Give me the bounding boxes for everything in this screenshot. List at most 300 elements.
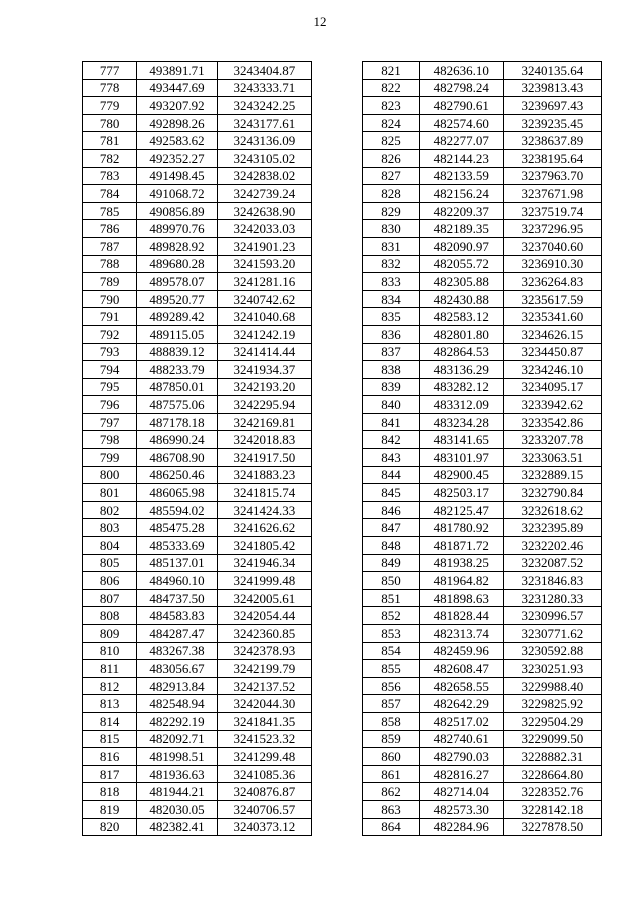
point-number-cell: 799	[83, 449, 137, 467]
y-coordinate-cell: 3243404.87	[217, 62, 311, 80]
point-number-cell: 849	[363, 554, 420, 572]
table-row	[363, 572, 602, 590]
x-coordinate-cell: 489578.07	[137, 273, 217, 291]
point-number-cell: 845	[363, 484, 420, 502]
x-coordinate-cell: 483141.65	[419, 431, 503, 449]
y-coordinate-cell: 3241281.16	[217, 273, 311, 291]
y-coordinate-cell: 3232087.52	[503, 554, 601, 572]
x-coordinate-cell: 485475.28	[137, 519, 217, 537]
y-coordinate-cell: 3236264.83	[503, 273, 601, 291]
point-number-cell: 788	[83, 255, 137, 273]
x-coordinate-cell: 486708.90	[137, 449, 217, 467]
point-number-cell: 804	[83, 537, 137, 555]
point-number-cell: 827	[363, 167, 420, 185]
point-number-cell: 798	[83, 431, 137, 449]
x-coordinate-cell: 482864.53	[419, 343, 503, 361]
x-coordinate-cell: 484737.50	[137, 589, 217, 607]
x-coordinate-cell: 487575.06	[137, 396, 217, 414]
y-coordinate-cell: 3228882.31	[503, 748, 601, 766]
table-row	[363, 695, 602, 713]
table-row	[83, 765, 312, 783]
x-coordinate-cell: 482642.29	[419, 695, 503, 713]
table-row	[83, 625, 312, 643]
point-number-cell: 820	[83, 818, 137, 836]
table-row	[83, 449, 312, 467]
y-coordinate-cell: 3241593.20	[217, 255, 311, 273]
y-coordinate-cell: 3240135.64	[503, 62, 601, 80]
x-coordinate-cell: 483101.97	[419, 449, 503, 467]
point-number-cell: 821	[363, 62, 420, 80]
y-coordinate-cell: 3242199.79	[217, 660, 311, 678]
point-number-cell: 825	[363, 132, 420, 150]
y-coordinate-cell: 3232889.15	[503, 466, 601, 484]
table-row	[83, 413, 312, 431]
table-row	[363, 343, 602, 361]
y-coordinate-cell: 3243136.09	[217, 132, 311, 150]
table-row	[363, 730, 602, 748]
point-number-cell: 793	[83, 343, 137, 361]
table-row	[363, 62, 602, 80]
point-number-cell: 848	[363, 537, 420, 555]
x-coordinate-cell: 490856.89	[137, 202, 217, 220]
y-coordinate-cell: 3229504.29	[503, 712, 601, 730]
x-coordinate-cell: 493891.71	[137, 62, 217, 80]
x-coordinate-cell: 482284.96	[419, 818, 503, 836]
y-coordinate-cell: 3232790.84	[503, 484, 601, 502]
y-coordinate-cell: 3235617.59	[503, 290, 601, 308]
y-coordinate-cell: 3238637.89	[503, 132, 601, 150]
x-coordinate-cell: 482913.84	[137, 677, 217, 695]
table-row	[83, 783, 312, 801]
y-coordinate-cell: 3242739.24	[217, 185, 311, 203]
y-coordinate-cell: 3241805.42	[217, 537, 311, 555]
table-row	[83, 79, 312, 97]
y-coordinate-cell: 3242169.81	[217, 413, 311, 431]
table-row	[83, 308, 312, 326]
point-number-cell: 813	[83, 695, 137, 713]
page-number: 12	[313, 14, 327, 29]
point-number-cell: 812	[83, 677, 137, 695]
table-row	[83, 554, 312, 572]
table-row	[363, 114, 602, 132]
y-coordinate-cell: 3237519.74	[503, 202, 601, 220]
y-coordinate-cell: 3233063.51	[503, 449, 601, 467]
x-coordinate-cell: 482459.96	[419, 642, 503, 660]
point-number-cell: 841	[363, 413, 420, 431]
table-row	[83, 800, 312, 818]
y-coordinate-cell: 3241999.48	[217, 572, 311, 590]
x-coordinate-cell: 489115.05	[137, 325, 217, 343]
y-coordinate-cell: 3241946.34	[217, 554, 311, 572]
x-coordinate-cell: 482305.88	[419, 273, 503, 291]
table-row	[363, 625, 602, 643]
x-coordinate-cell: 481871.72	[419, 537, 503, 555]
y-coordinate-cell: 3239235.45	[503, 114, 601, 132]
x-coordinate-cell: 482209.37	[419, 202, 503, 220]
y-coordinate-cell: 3232618.62	[503, 501, 601, 519]
y-coordinate-cell: 3237040.60	[503, 237, 601, 255]
x-coordinate-cell: 481964.82	[419, 572, 503, 590]
point-number-cell: 847	[363, 519, 420, 537]
y-coordinate-cell: 3240706.57	[217, 800, 311, 818]
x-coordinate-cell: 484287.47	[137, 625, 217, 643]
y-coordinate-cell: 3232395.89	[503, 519, 601, 537]
table-row	[363, 607, 602, 625]
y-coordinate-cell: 3241040.68	[217, 308, 311, 326]
x-coordinate-cell: 482790.61	[419, 97, 503, 115]
point-number-cell: 816	[83, 748, 137, 766]
table-row	[363, 290, 602, 308]
table-row	[363, 501, 602, 519]
point-number-cell: 836	[363, 325, 420, 343]
x-coordinate-cell: 481998.51	[137, 748, 217, 766]
point-number-cell: 807	[83, 589, 137, 607]
point-number-cell: 815	[83, 730, 137, 748]
y-coordinate-cell: 3228664.80	[503, 765, 601, 783]
point-number-cell: 855	[363, 660, 420, 678]
y-coordinate-cell: 3243242.25	[217, 97, 311, 115]
x-coordinate-cell: 483056.67	[137, 660, 217, 678]
coordinates-table-right	[362, 61, 602, 836]
table-row	[83, 695, 312, 713]
table-row	[363, 202, 602, 220]
y-coordinate-cell: 3233207.78	[503, 431, 601, 449]
table-row	[363, 748, 602, 766]
point-number-cell: 830	[363, 220, 420, 238]
x-coordinate-cell: 482030.05	[137, 800, 217, 818]
table-row	[83, 484, 312, 502]
table-row	[83, 361, 312, 379]
y-coordinate-cell: 3228352.76	[503, 783, 601, 801]
point-number-cell: 782	[83, 149, 137, 167]
table-row	[363, 97, 602, 115]
y-coordinate-cell: 3242638.90	[217, 202, 311, 220]
x-coordinate-cell: 481944.21	[137, 783, 217, 801]
table-row	[83, 712, 312, 730]
x-coordinate-cell: 484960.10	[137, 572, 217, 590]
table-row	[83, 273, 312, 291]
x-coordinate-cell: 491498.45	[137, 167, 217, 185]
y-coordinate-cell: 3241085.36	[217, 765, 311, 783]
x-coordinate-cell: 482055.72	[419, 255, 503, 273]
x-coordinate-cell: 482125.47	[419, 501, 503, 519]
x-coordinate-cell: 485594.02	[137, 501, 217, 519]
point-number-cell: 780	[83, 114, 137, 132]
point-number-cell: 863	[363, 800, 420, 818]
y-coordinate-cell: 3241901.23	[217, 237, 311, 255]
x-coordinate-cell: 482574.60	[419, 114, 503, 132]
table-row	[83, 730, 312, 748]
point-number-cell: 846	[363, 501, 420, 519]
y-coordinate-cell: 3237671.98	[503, 185, 601, 203]
table-row	[83, 572, 312, 590]
y-coordinate-cell: 3241523.32	[217, 730, 311, 748]
point-number-cell: 844	[363, 466, 420, 484]
y-coordinate-cell: 3235341.60	[503, 308, 601, 326]
point-number-cell: 831	[363, 237, 420, 255]
table-row	[83, 62, 312, 80]
table-row	[363, 378, 602, 396]
table-row	[363, 519, 602, 537]
y-coordinate-cell: 3243333.71	[217, 79, 311, 97]
table-row	[83, 185, 312, 203]
point-number-cell: 826	[363, 149, 420, 167]
point-number-cell: 808	[83, 607, 137, 625]
point-number-cell: 802	[83, 501, 137, 519]
x-coordinate-cell: 482658.55	[419, 677, 503, 695]
y-coordinate-cell: 3233542.86	[503, 413, 601, 431]
y-coordinate-cell: 3228142.18	[503, 800, 601, 818]
point-number-cell: 781	[83, 132, 137, 150]
y-coordinate-cell: 3242295.94	[217, 396, 311, 414]
point-number-cell: 800	[83, 466, 137, 484]
point-number-cell: 789	[83, 273, 137, 291]
coordinates-table-left	[82, 61, 312, 836]
x-coordinate-cell: 481936.63	[137, 765, 217, 783]
table-row	[363, 642, 602, 660]
x-coordinate-cell: 481898.63	[419, 589, 503, 607]
x-coordinate-cell: 486250.46	[137, 466, 217, 484]
y-coordinate-cell: 3238195.64	[503, 149, 601, 167]
x-coordinate-cell: 489680.28	[137, 255, 217, 273]
y-coordinate-cell: 3242018.83	[217, 431, 311, 449]
point-number-cell: 811	[83, 660, 137, 678]
table-row	[363, 466, 602, 484]
point-number-cell: 857	[363, 695, 420, 713]
table-row	[363, 220, 602, 238]
table-row	[83, 97, 312, 115]
table-row	[363, 783, 602, 801]
x-coordinate-cell: 482900.45	[419, 466, 503, 484]
point-number-cell: 861	[363, 765, 420, 783]
x-coordinate-cell: 492352.27	[137, 149, 217, 167]
table-row	[363, 132, 602, 150]
table-row	[363, 589, 602, 607]
x-coordinate-cell: 482740.61	[419, 730, 503, 748]
y-coordinate-cell: 3234450.87	[503, 343, 601, 361]
point-number-cell: 803	[83, 519, 137, 537]
point-number-cell: 791	[83, 308, 137, 326]
table-row	[83, 132, 312, 150]
point-number-cell: 856	[363, 677, 420, 695]
x-coordinate-cell: 485137.01	[137, 554, 217, 572]
point-number-cell: 834	[363, 290, 420, 308]
point-number-cell: 829	[363, 202, 420, 220]
table-row	[363, 361, 602, 379]
y-coordinate-cell: 3229825.92	[503, 695, 601, 713]
table-row	[363, 149, 602, 167]
table-row	[83, 255, 312, 273]
table-row	[83, 660, 312, 678]
table-row	[83, 466, 312, 484]
point-number-cell: 786	[83, 220, 137, 238]
point-number-cell: 840	[363, 396, 420, 414]
y-coordinate-cell: 3229099.50	[503, 730, 601, 748]
y-coordinate-cell: 3242360.85	[217, 625, 311, 643]
table-row	[83, 114, 312, 132]
point-number-cell: 822	[363, 79, 420, 97]
x-coordinate-cell: 482430.88	[419, 290, 503, 308]
table-row	[83, 537, 312, 555]
point-number-cell: 851	[363, 589, 420, 607]
table-row	[83, 748, 312, 766]
point-number-cell: 817	[83, 765, 137, 783]
y-coordinate-cell: 3230592.88	[503, 642, 601, 660]
y-coordinate-cell: 3242838.02	[217, 167, 311, 185]
x-coordinate-cell: 482382.41	[137, 818, 217, 836]
y-coordinate-cell: 3230251.93	[503, 660, 601, 678]
x-coordinate-cell: 493447.69	[137, 79, 217, 97]
y-coordinate-cell: 3242044.30	[217, 695, 311, 713]
x-coordinate-cell: 491068.72	[137, 185, 217, 203]
point-number-cell: 814	[83, 712, 137, 730]
x-coordinate-cell: 482714.04	[419, 783, 503, 801]
x-coordinate-cell: 483312.09	[419, 396, 503, 414]
x-coordinate-cell: 486990.24	[137, 431, 217, 449]
x-coordinate-cell: 492898.26	[137, 114, 217, 132]
x-coordinate-cell: 481780.92	[419, 519, 503, 537]
point-number-cell: 818	[83, 783, 137, 801]
table-row	[83, 149, 312, 167]
y-coordinate-cell: 3241883.23	[217, 466, 311, 484]
x-coordinate-cell: 482798.24	[419, 79, 503, 97]
point-number-cell: 854	[363, 642, 420, 660]
y-coordinate-cell: 3236910.30	[503, 255, 601, 273]
table-row	[363, 325, 602, 343]
point-number-cell: 801	[83, 484, 137, 502]
point-number-cell: 837	[363, 343, 420, 361]
point-number-cell: 797	[83, 413, 137, 431]
table-row	[363, 237, 602, 255]
x-coordinate-cell: 482313.74	[419, 625, 503, 643]
table-row	[363, 255, 602, 273]
point-number-cell: 792	[83, 325, 137, 343]
y-coordinate-cell: 3241242.19	[217, 325, 311, 343]
y-coordinate-cell: 3240876.87	[217, 783, 311, 801]
table-row	[363, 765, 602, 783]
x-coordinate-cell: 482583.12	[419, 308, 503, 326]
x-coordinate-cell: 485333.69	[137, 537, 217, 555]
table-row	[363, 677, 602, 695]
point-number-cell: 810	[83, 642, 137, 660]
x-coordinate-cell: 482517.02	[419, 712, 503, 730]
point-number-cell: 839	[363, 378, 420, 396]
point-number-cell: 777	[83, 62, 137, 80]
point-number-cell: 795	[83, 378, 137, 396]
point-number-cell: 784	[83, 185, 137, 203]
point-number-cell: 828	[363, 185, 420, 203]
y-coordinate-cell: 3234095.17	[503, 378, 601, 396]
y-coordinate-cell: 3233942.62	[503, 396, 601, 414]
x-coordinate-cell: 487850.01	[137, 378, 217, 396]
table-row	[363, 554, 602, 572]
y-coordinate-cell: 3234626.15	[503, 325, 601, 343]
x-coordinate-cell: 482090.97	[419, 237, 503, 255]
y-coordinate-cell: 3239697.43	[503, 97, 601, 115]
table-row	[363, 800, 602, 818]
y-coordinate-cell: 3237963.70	[503, 167, 601, 185]
x-coordinate-cell: 482144.23	[419, 149, 503, 167]
y-coordinate-cell: 3242033.03	[217, 220, 311, 238]
point-number-cell: 796	[83, 396, 137, 414]
table-row	[363, 537, 602, 555]
y-coordinate-cell: 3243105.02	[217, 149, 311, 167]
x-coordinate-cell: 489289.42	[137, 308, 217, 326]
table-row	[83, 290, 312, 308]
x-coordinate-cell: 488233.79	[137, 361, 217, 379]
y-coordinate-cell: 3240742.62	[217, 290, 311, 308]
x-coordinate-cell: 493207.92	[137, 97, 217, 115]
table-row	[83, 220, 312, 238]
point-number-cell: 843	[363, 449, 420, 467]
y-coordinate-cell: 3231280.33	[503, 589, 601, 607]
x-coordinate-cell: 482092.71	[137, 730, 217, 748]
x-coordinate-cell: 492583.62	[137, 132, 217, 150]
y-coordinate-cell: 3230771.62	[503, 625, 601, 643]
table-row	[363, 660, 602, 678]
y-coordinate-cell: 3242137.52	[217, 677, 311, 695]
x-coordinate-cell: 487178.18	[137, 413, 217, 431]
point-number-cell: 806	[83, 572, 137, 590]
x-coordinate-cell: 483282.12	[419, 378, 503, 396]
y-coordinate-cell: 3239813.43	[503, 79, 601, 97]
table-row	[83, 589, 312, 607]
y-coordinate-cell: 3234246.10	[503, 361, 601, 379]
table-row	[363, 308, 602, 326]
y-coordinate-cell: 3241815.74	[217, 484, 311, 502]
y-coordinate-cell: 3241934.37	[217, 361, 311, 379]
point-number-cell: 859	[363, 730, 420, 748]
x-coordinate-cell: 482608.47	[419, 660, 503, 678]
table-row	[83, 343, 312, 361]
y-coordinate-cell: 3232202.46	[503, 537, 601, 555]
point-number-cell: 824	[363, 114, 420, 132]
x-coordinate-cell: 482189.35	[419, 220, 503, 238]
x-coordinate-cell: 489828.92	[137, 237, 217, 255]
y-coordinate-cell: 3243177.61	[217, 114, 311, 132]
x-coordinate-cell: 482133.59	[419, 167, 503, 185]
y-coordinate-cell: 3241299.48	[217, 748, 311, 766]
y-coordinate-cell: 3242005.61	[217, 589, 311, 607]
x-coordinate-cell: 489520.77	[137, 290, 217, 308]
x-coordinate-cell: 482636.10	[419, 62, 503, 80]
y-coordinate-cell: 3242193.20	[217, 378, 311, 396]
x-coordinate-cell: 482156.24	[419, 185, 503, 203]
y-coordinate-cell: 3227878.50	[503, 818, 601, 836]
y-coordinate-cell: 3242378.93	[217, 642, 311, 660]
point-number-cell: 790	[83, 290, 137, 308]
point-number-cell: 833	[363, 273, 420, 291]
table-row	[363, 413, 602, 431]
x-coordinate-cell: 481938.25	[419, 554, 503, 572]
table-row	[363, 449, 602, 467]
table-row	[363, 273, 602, 291]
y-coordinate-cell: 3229988.40	[503, 677, 601, 695]
table-row	[83, 378, 312, 396]
point-number-cell: 850	[363, 572, 420, 590]
x-coordinate-cell: 482801.80	[419, 325, 503, 343]
x-coordinate-cell: 483267.38	[137, 642, 217, 660]
point-number-cell: 794	[83, 361, 137, 379]
point-number-cell: 842	[363, 431, 420, 449]
x-coordinate-cell: 488839.12	[137, 343, 217, 361]
point-number-cell: 862	[363, 783, 420, 801]
table-row	[363, 431, 602, 449]
table-row	[363, 484, 602, 502]
y-coordinate-cell: 3241841.35	[217, 712, 311, 730]
table-row	[363, 396, 602, 414]
point-number-cell: 835	[363, 308, 420, 326]
